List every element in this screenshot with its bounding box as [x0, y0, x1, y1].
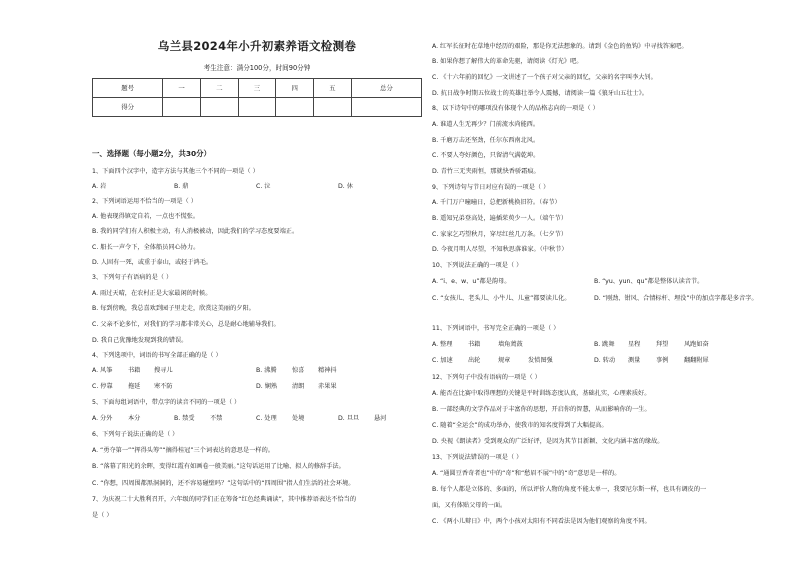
score-table-score-row: [93, 98, 422, 117]
score-header-cell: 题号: [93, 79, 163, 98]
answer-option: A. 他表现得镇定自若，一点也不慌张。: [92, 213, 200, 220]
answer-option: A. “通圆豆香奇者也”中的“奇”和“愁眉不展”中的“奇”意思是一样的。: [432, 470, 621, 477]
question-stem: 10、下列说法正确的一项是（ ）: [432, 262, 523, 269]
score-header-cell: 四: [276, 79, 314, 98]
question-stem: 12、下列句子中没有语病的一项是（ ）: [432, 374, 541, 381]
answer-word: 拖延: [128, 383, 141, 390]
answer-option: B. 鼎: [174, 183, 189, 190]
answer-option: C. 家家乞巧望秋月，穿尽红丝几万条。（七夕节）: [432, 231, 568, 238]
score-entry-cell[interactable]: [314, 98, 352, 117]
answer-word: 星程: [628, 341, 641, 348]
answer-word: 拜望: [656, 341, 669, 348]
answer-option: C. 随着“全运会”的成功举办，使我市的知名度得到了大幅提高。: [432, 422, 608, 429]
exam-notice: 考生注意：满分100分，时间90分钟: [203, 64, 311, 72]
answer-option: C. 处理: [256, 415, 277, 422]
answer-word: 悬河: [374, 415, 387, 422]
question-stem: 9、下列诗句与节日对应有误的一项是（ ）: [432, 184, 550, 191]
answer-option: D. 央视《朗读者》受到观众的广泛好评，是因为其节目新颖、文化内涵丰富的缘故。: [432, 438, 664, 445]
score-header-cell: 二: [200, 79, 238, 98]
answer-word: 不禁: [210, 415, 223, 422]
answer-option: A. 风筝: [92, 367, 113, 374]
answer-option: C. 船长一声令下，全体船员同心协力。: [92, 244, 200, 251]
score-table: [92, 78, 422, 117]
answer-word: 寒不防: [154, 383, 173, 390]
answer-option: B. 每到傍晚，我总喜欢到园子里走走，欣赏这美丽的夕阳。: [92, 305, 255, 312]
answer-option: C. 泣: [256, 183, 271, 190]
answer-option: D. 休: [338, 183, 353, 190]
answer-word: 处境: [292, 415, 305, 422]
answer-word: 发愤图强: [528, 357, 553, 364]
answer-option: B. 一部经典的文学作品对于丰富你的思想，开启你的智慧，从而影响你的一生。: [432, 406, 651, 413]
answer-option: A. 整理: [432, 341, 453, 348]
answer-option: D. 青竹三无夹雨恒，那就快香骄霜痕。: [432, 168, 540, 175]
score-entry-cell[interactable]: [200, 98, 238, 117]
question-stem: 11、下列词语中，书写完全正确的一项是（ ）: [432, 325, 560, 332]
score-header-cell: 一: [163, 79, 201, 98]
answer-option: B. 跳舞: [594, 341, 615, 348]
answer-option: C. “女孩儿、老头儿、小牛儿、儿童”都要读儿化。: [432, 295, 571, 302]
question-stem: 6、下列句子说法正确的是（ ）: [92, 431, 179, 438]
answer-option: B. 如果你想了解伟大的革命先驱，请阅读《灯光》吧。: [432, 58, 583, 65]
answer-word: 惊喜: [292, 367, 305, 374]
section-heading: 一、选择题（每小题2分，共30分）: [92, 149, 211, 158]
question-stem: 4、下列选项中，词语的书写全部正确的是（ ）: [92, 352, 222, 359]
answer-word: 赤果果: [318, 383, 337, 390]
answer-option: C. 停靠: [92, 383, 113, 390]
answer-option: A. 谁道人生无再少？门前流水尚能西。: [432, 121, 540, 128]
answer-word: 测量: [628, 357, 641, 364]
answer-option: B. “yu、yun、qu”都是整体认读音节。: [594, 278, 704, 285]
score-table-header-row: [93, 79, 422, 98]
question-stem: 8、以下诗句中的哪项没有体现个人的品格志向的一项是（ ）: [432, 105, 599, 112]
answer-option: C. 《十六年前的回忆》一文讲述了一个孩子对父亲的回忆，父亲的名字叫李大钊。: [432, 74, 657, 81]
answer-word: 清朗: [292, 383, 305, 390]
answer-option: B. 禁受: [174, 415, 195, 422]
answer-option-continued: 面，又有体贴父母的一面。: [432, 502, 507, 509]
answer-option: A. 雨过天晴，在农村正是大家最闲的时候。: [92, 290, 212, 297]
score-header-cell: 五: [314, 79, 352, 98]
answer-option: C. 加速: [432, 357, 453, 364]
answer-word: 书籍: [468, 341, 481, 348]
answer-option: C. “你想，四周围都黑洞洞的，还不容易碰壁吗？”这句话中的“四周围”指人们生活的社会环境。: [92, 480, 355, 487]
answer-word: 风跑如奋: [684, 341, 709, 348]
question-stem: 1、下面四个汉字中，造字方法与其他三个不同的一项是（ ）: [92, 168, 259, 175]
answer-option: D. 我自己犹豫地发现到我的错误。: [92, 337, 188, 344]
score-entry-cell[interactable]: [163, 98, 201, 117]
answer-word: 搜寻儿: [154, 367, 173, 374]
answer-option: A. “勇夺第一”“挥得头筹”“摘得桂冠”三个词表达的意思是一样的。: [92, 447, 274, 454]
answer-option: B. 我的同学们有人积极主动，有人消极被动，因此我们的学习态度要端正。: [92, 228, 299, 235]
score-header-cell: 三: [238, 79, 276, 98]
question-stem: 2、下列词语运用不恰当的一项是（ ）: [92, 198, 197, 205]
page-title: 乌兰县2024年小升初素养语文检测卷: [157, 39, 357, 53]
answer-option: D. 转动: [594, 357, 616, 364]
answer-option: A. 能否在比赛中取得理想的关键是平时训练态度认真，基础扎实，心理素质好。: [432, 390, 651, 397]
score-entry-cell[interactable]: [276, 98, 314, 117]
answer-option: D. 抗日战争时期五位战士的英雄壮举令人震撼，请阅读一篇《狼牙山五壮士》。: [432, 90, 648, 97]
answer-option: D. “刚劲、钳风、合情标杆、埋没”中的加点字都是多音字。: [594, 295, 758, 302]
score-header-cell: 总分: [351, 79, 421, 98]
answer-option: D. 人固有一死，或重于泰山，或轻于鸿毛。: [92, 259, 213, 266]
answer-option: B. 千磨万击还坚劲，任尔东西南北风。: [432, 137, 540, 144]
score-row-label: 得分: [93, 98, 163, 117]
score-entry-cell[interactable]: [351, 98, 421, 117]
answer-option: C. 不要人夸好颜色，只留清气满乾坤。: [432, 152, 540, 159]
question-stem: 5、下面每组词语中，带点字的读音不同的一项是（ ）: [92, 399, 241, 406]
score-entry-cell[interactable]: [238, 98, 276, 117]
answer-option: B. 遥知兄弟登高处，遍插茱萸少一人。（端午节）: [432, 215, 568, 222]
answer-option: A. 千门万户曈曈日，总把新桃换旧符。（春节）: [432, 199, 561, 206]
question-stem: 3、下列句子有语病的是（ ）: [92, 274, 173, 281]
answer-option: A. “i、e、w、u”都是韵母。: [432, 278, 511, 285]
answer-option: D. 旦旦: [338, 415, 360, 422]
question-stem: 7、为庆祝二十大胜利召开，六年级的同学们正在筹备“红色经典诵读”，其中推荐语表达不恰当的: [92, 496, 357, 503]
answer-option: B. 沸腾: [256, 367, 277, 374]
answer-word: 规章: [498, 357, 511, 364]
question-stem: 13、下列说法错误的一项是（ ）: [432, 454, 523, 461]
answer-word: 精神抖: [318, 367, 337, 374]
answer-option: C. 父亲不论多忙，对我们的学习都非常关心，总是耐心地辅导我们。: [92, 321, 280, 328]
answer-option: C. 《两小儿辩日》中，两个小孩对太阳有不同看法是因为他们观察的角度不同。: [432, 518, 651, 525]
answer-word: 本分: [128, 415, 141, 422]
answer-option: B. “落幕了阳光的余晖，变得红霞有如画卷一般美丽。”这句话运用了比喻、拟人的修辞手法。: [92, 463, 345, 470]
question-stem-continued: 是（ ）: [92, 512, 113, 519]
answer-option: A. 岩: [92, 183, 107, 190]
answer-option: A. 分外: [92, 415, 113, 422]
answer-word: 事例: [656, 357, 669, 364]
answer-word: 墙角蔫鼓: [498, 341, 523, 348]
answer-option: B. 每个人都是立体的、多面的，所以评价人物的角度不能太单一，我要尼尔斯一样，也具有调皮的一: [432, 486, 707, 493]
answer-option: A. 红军长征时在草地中经历的艰险，那是你无法想象的。请到《金色的鱼钩》中寻找答案吧。: [432, 43, 688, 50]
answer-word: 出轮: [468, 357, 481, 364]
answer-option: D. 今夜月明人尽望，不知秋思落谁家。（中秋节）: [432, 246, 568, 253]
answer-word: 书籍: [128, 367, 141, 374]
answer-option: D. 娴熟: [256, 383, 278, 390]
answer-word: 翻翻附犀: [684, 357, 709, 364]
